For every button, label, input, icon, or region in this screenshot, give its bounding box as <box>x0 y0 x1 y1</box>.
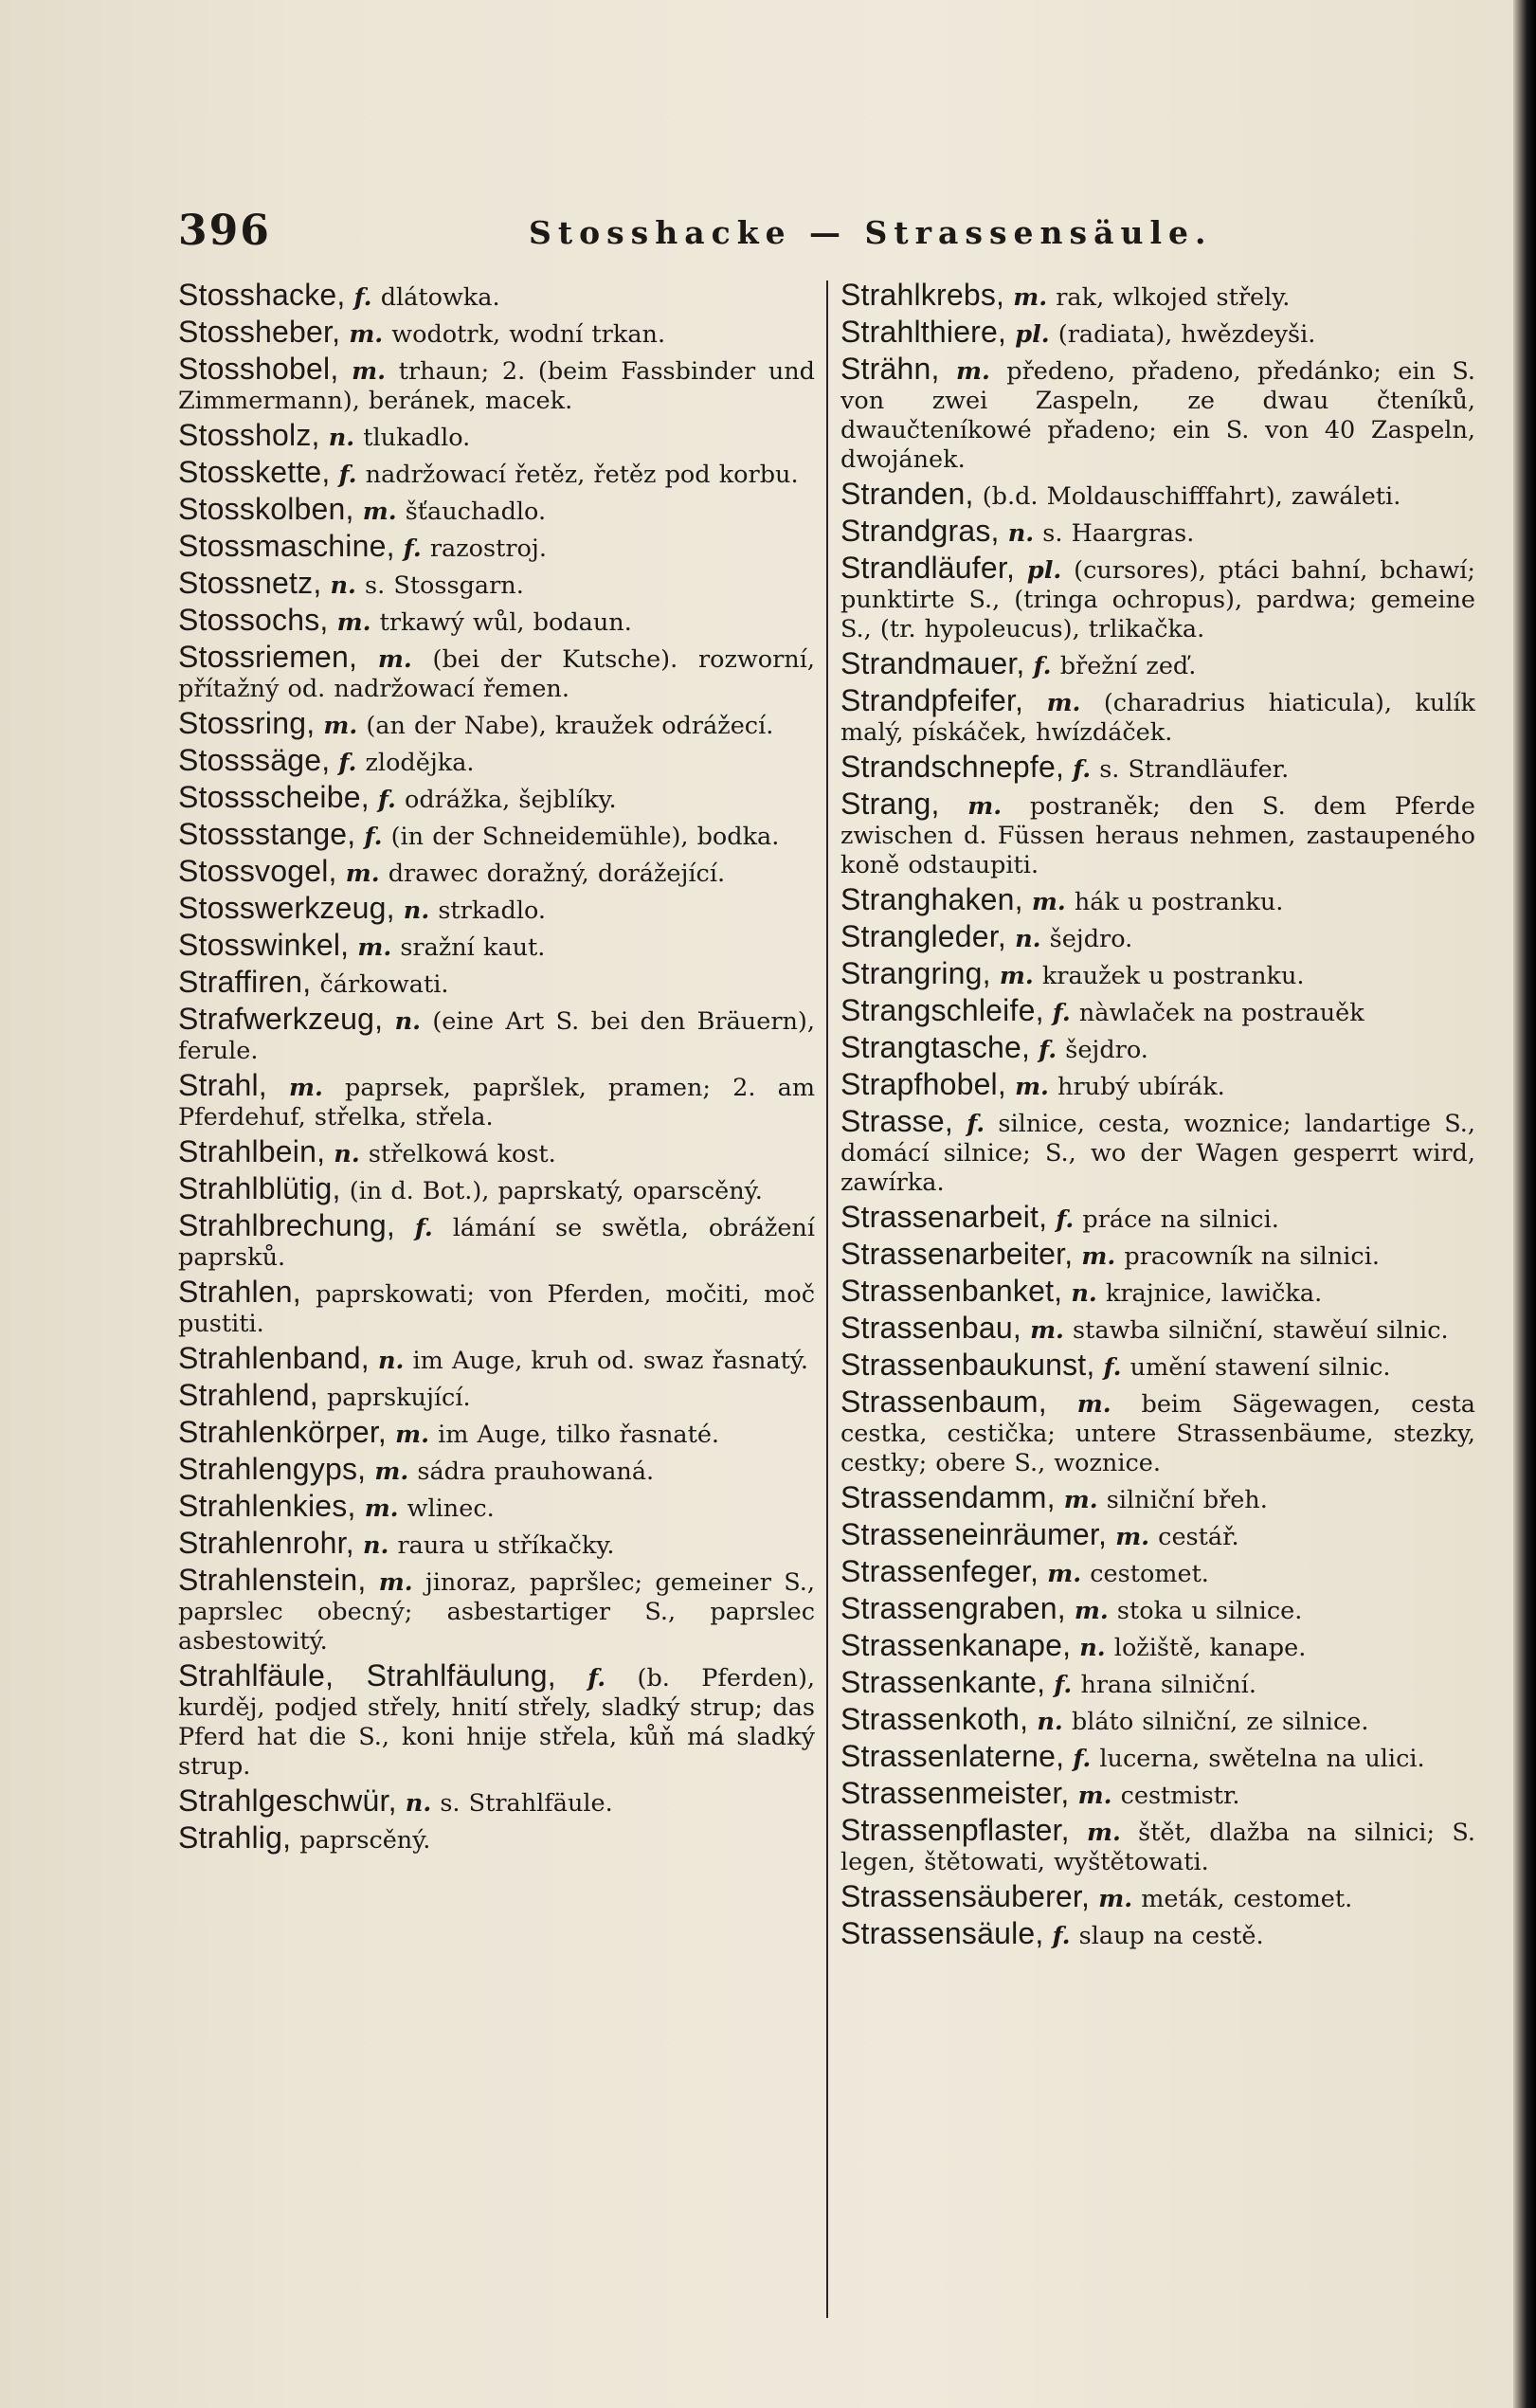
left-column <box>178 281 815 2365</box>
entry-definition: pracowník na silnici. <box>1124 1242 1380 1271</box>
dictionary-entry <box>178 891 815 926</box>
entry-headword: Strassenarbeit, <box>840 1200 1048 1234</box>
entry-headword: Strassenkanape, <box>840 1628 1072 1662</box>
entry-headword: Strang, <box>840 787 940 821</box>
entry-gender: n. <box>1007 519 1035 548</box>
entry-headword: Strandmauer, <box>840 646 1025 680</box>
entry-headword: Stossochs, <box>178 603 329 637</box>
entry-headword: Strahlig, <box>178 1820 292 1855</box>
entry-definition: jinoraz, papršlec; gemeiner S., paprslec obecný; asbestartiger S., paprslec asbestowitý. <box>178 1568 815 1656</box>
entry-headword: Strahlend, <box>178 1378 318 1412</box>
entry-gender: n. <box>405 1789 432 1818</box>
entry-definition: práce na silnici. <box>1082 1205 1279 1234</box>
entry-headword: Strassenkante, <box>840 1665 1046 1699</box>
entry-headword: Strassenarbeiter, <box>840 1237 1074 1271</box>
dictionary-entry <box>178 1378 815 1413</box>
entry-gender: f. <box>967 1110 985 1138</box>
entry-definition: umění stawení silnic. <box>1129 1353 1391 1382</box>
entry-definition: hrana silniční. <box>1080 1671 1256 1699</box>
dictionary-entry <box>840 1879 1475 1914</box>
entry-headword: Strassenmeister, <box>840 1776 1070 1810</box>
dictionary-entry <box>840 789 1475 880</box>
entry-headword: Stosswerkzeug, <box>178 891 395 925</box>
entry-gender: f. <box>1073 755 1092 784</box>
entry-definition: bláto silniční, ze silnice. <box>1071 1708 1369 1736</box>
dictionary-entry <box>178 780 815 815</box>
entry-definition: paprscěný. <box>299 1826 431 1855</box>
entry-gender: m. <box>323 712 358 740</box>
dictionary-entry <box>840 553 1475 644</box>
entry-headword: Stossring, <box>178 706 316 740</box>
entry-gender: f. <box>587 1664 606 1693</box>
entry-definition: nàwlaček na postrauěk <box>1078 999 1364 1027</box>
entry-definition: (an der Nabe), kraužek odrážecí. <box>366 712 774 740</box>
dictionary-entry <box>840 516 1475 549</box>
entry-headword: Strassensäule, <box>840 1916 1044 1950</box>
entry-headword: Strassendamm, <box>840 1480 1056 1514</box>
entry-headword: Strandgras, <box>840 514 1000 548</box>
entry-gender: f. <box>353 283 372 312</box>
entry-definition: sádra prauhowaná. <box>417 1457 655 1486</box>
entry-gender: m. <box>1087 1819 1121 1847</box>
entry-gender: pl. <box>1026 556 1062 585</box>
entry-gender: n. <box>1071 1279 1097 1308</box>
entry-headword: Straffiren, <box>178 965 312 999</box>
dictionary-entry <box>178 1208 815 1273</box>
dictionary-entry <box>178 1563 815 1657</box>
entry-definition: s. Stossgarn. <box>365 571 524 600</box>
entry-definition: razostroj. <box>429 534 547 563</box>
entry-gender: m. <box>1115 1523 1150 1551</box>
entry-definition: lámání se swětla, obrážení paprsků. <box>178 1214 815 1272</box>
dictionary-entry <box>178 317 815 350</box>
entry-headword: Strahlenstein, <box>178 1563 367 1597</box>
entry-headword: Strahlbrechung, <box>178 1208 395 1242</box>
entry-gender: n. <box>1037 1708 1063 1736</box>
entry-definition: s. Strandläufer. <box>1099 755 1290 784</box>
entry-definition: meták, cestomet. <box>1141 1885 1353 1913</box>
dictionary-entry <box>178 281 815 313</box>
entry-headword: Stranden, <box>840 477 974 511</box>
entry-definition: im Auge, tilko řasnaté. <box>438 1421 720 1449</box>
dictionary-entry <box>840 646 1475 681</box>
dictionary-entry <box>840 317 1475 350</box>
dictionary-entry <box>840 1387 1475 1478</box>
entry-headword: Strassenpflaster, <box>840 1813 1070 1847</box>
entry-gender: f. <box>364 823 383 851</box>
entry-gender: m. <box>289 1074 323 1102</box>
entry-gender: f. <box>1052 999 1071 1027</box>
entry-definition: postraněk; den S. dem Pferde zwischen d. Füssen heraus nehmen, zastaupeného koně odstaupiti. <box>840 792 1475 879</box>
entry-gender: f. <box>338 749 357 777</box>
entry-headword: Strähn, <box>840 352 940 386</box>
dictionary-entry <box>840 1104 1475 1198</box>
entry-definition: šejdro. <box>1065 1036 1148 1064</box>
entry-gender: m. <box>1077 1782 1112 1810</box>
dictionary-entry <box>178 354 815 416</box>
entry-headword: Strahlfäule, Strahlfäulung, <box>178 1658 556 1693</box>
entry-gender: m. <box>352 357 386 386</box>
dictionary-entry <box>178 603 815 638</box>
entry-gender: n. <box>334 1140 360 1168</box>
entry-gender: n. <box>377 1347 405 1375</box>
entry-headword: Strandpfeifer, <box>840 683 1024 717</box>
entry-definition: cestomet. <box>1090 1560 1209 1588</box>
entry-headword: Strahlenband, <box>178 1341 370 1375</box>
dictionary-entry <box>178 1526 815 1561</box>
entry-headword: Stossstange, <box>178 817 356 851</box>
entry-gender: pl. <box>1015 320 1050 349</box>
dictionary-entry <box>840 1739 1475 1774</box>
entry-gender: f. <box>377 786 396 814</box>
entry-headword: Stosskette, <box>178 455 331 489</box>
dictionary-entry <box>178 492 815 527</box>
entry-gender: f. <box>338 461 357 489</box>
entry-definition: paprskowati; von Pferden, močiti, moč pustiti. <box>178 1280 815 1338</box>
entry-gender: m. <box>395 1421 429 1449</box>
entry-gender: m. <box>1074 1597 1109 1625</box>
entry-headword: Strahlgeschwür, <box>178 1783 397 1818</box>
entry-headword: Strahlengyps, <box>178 1452 367 1486</box>
entry-definition: silnice, cesta, woznice; landartige S., domácí silnice; S., wo der Wagen gesperrt wird, zawírka. <box>840 1110 1475 1197</box>
entry-headword: Strassensäuberer, <box>840 1879 1091 1913</box>
entry-headword: Strandschnepfe, <box>840 750 1065 784</box>
entry-gender: n. <box>362 1531 389 1560</box>
entry-gender: m. <box>378 1568 413 1597</box>
entry-gender: m. <box>377 645 412 674</box>
entry-gender: m. <box>345 860 380 888</box>
dictionary-entry <box>178 817 815 852</box>
entry-headword: Stossmaschine, <box>178 529 395 563</box>
column-divider <box>826 281 828 2318</box>
dictionary-entry <box>178 529 815 564</box>
entry-definition: předeno, přadeno, předánko; ein S. von zwei Zaspeln, ze dwau čteníků, dwaučteníkowé přadeno; ein S. von 40 Zaspeln, dwojánek. <box>840 357 1475 474</box>
entry-definition: šťauchadlo. <box>405 498 547 526</box>
dictionary-entry <box>840 1350 1475 1383</box>
entry-headword: Strahlen, <box>178 1275 301 1309</box>
entry-gender: f. <box>1039 1036 1057 1064</box>
dictionary-entry <box>840 993 1475 1028</box>
entry-headword: Strassenfeger, <box>840 1554 1039 1588</box>
dictionary-entry <box>840 1665 1475 1700</box>
entry-definition: s. Strahlfäule. <box>440 1789 613 1818</box>
entry-gender: m. <box>357 933 392 962</box>
dictionary-entry <box>840 477 1475 512</box>
dictionary-entry <box>178 1068 815 1132</box>
entry-gender: m. <box>1076 1390 1111 1419</box>
entry-definition: silniční břeh. <box>1106 1486 1268 1514</box>
dictionary-entry <box>178 706 815 741</box>
entry-headword: Strassenkoth, <box>840 1702 1029 1736</box>
entry-definition: paprskující. <box>326 1384 471 1412</box>
entry-gender: m. <box>1063 1486 1098 1514</box>
dictionary-entry <box>178 743 815 778</box>
entry-gender: m. <box>1046 689 1081 717</box>
entry-gender: m. <box>364 1494 399 1523</box>
entry-definition: kraužek u postranku. <box>1041 962 1305 990</box>
entry-headword: Strassenlaterne, <box>840 1739 1065 1773</box>
dictionary-entry <box>840 1313 1475 1346</box>
entry-definition: s. Haargras. <box>1042 519 1195 548</box>
dictionary-entry <box>840 1554 1475 1589</box>
entry-definition: (cursores), ptáci bahní, bchawí; punktirte S., (tringa ochropus), pardwa; gemeine S., (tr. hypoleucus), trlikačka. <box>840 556 1475 643</box>
dictionary-entry <box>178 1134 815 1169</box>
entry-definition: tlukadlo. <box>363 424 471 452</box>
entry-definition: (b. Pferden), kurděj, podjed střely, hnití střely, sladký strup; das Pferd hat die S., koni hnije střela, kůň má sladký strup. <box>178 1664 815 1781</box>
entry-gender: n. <box>394 1007 421 1036</box>
dictionary-entry <box>178 1489 815 1524</box>
entry-headword: Strahl, <box>178 1068 267 1102</box>
entry-definition: střelkowá kost. <box>368 1140 556 1168</box>
entry-headword: Stosssäge, <box>178 743 331 777</box>
entry-headword: Stosswinkel, <box>178 928 350 962</box>
dictionary-entry <box>840 1237 1475 1272</box>
entry-gender: m. <box>1015 1073 1049 1101</box>
dictionary-entry <box>840 1628 1475 1663</box>
entry-gender: m. <box>336 608 371 637</box>
dictionary-entry <box>178 1341 815 1376</box>
dictionary-entry <box>840 1276 1475 1309</box>
entry-definition: strkadlo. <box>438 896 546 925</box>
entry-definition: šejdro. <box>1049 925 1133 953</box>
entry-gender: m. <box>1047 1560 1082 1588</box>
entry-headword: Strahlblütig, <box>178 1171 341 1205</box>
entry-gender: f. <box>1103 1353 1122 1382</box>
dictionary-entry <box>840 1480 1475 1515</box>
dictionary-entry <box>840 1776 1475 1811</box>
entry-gender: n. <box>328 424 355 452</box>
entry-definition: cestmistr. <box>1120 1782 1240 1810</box>
entry-definition: raura u stříkačky. <box>397 1531 615 1560</box>
entry-gender: n. <box>1015 925 1041 953</box>
dictionary-entry <box>840 752 1475 785</box>
book-spine-edge <box>1513 0 1536 2408</box>
entry-headword: Stossnetz, <box>178 566 322 600</box>
entry-gender: n. <box>403 896 430 925</box>
entry-gender: m. <box>1098 1885 1133 1913</box>
entry-definition: hrubý ubírák. <box>1057 1073 1225 1101</box>
entry-definition: (in der Schneidemühle), bodka. <box>390 823 780 851</box>
dictionary-entry <box>840 956 1475 991</box>
dictionary-entry <box>178 1658 815 1782</box>
entry-headword: Strassenbaum, <box>840 1385 1047 1419</box>
entry-definition: lucerna, swětelna na ulici. <box>1099 1745 1425 1773</box>
entry-gender: m. <box>1031 888 1066 916</box>
entry-definition: paprsek, papršlek, pramen; 2. am Pferdehuf, střelka, střela. <box>178 1074 815 1132</box>
entry-definition: (in d. Bot.), paprskatý, oparscěný. <box>349 1177 763 1205</box>
dictionary-entry <box>840 683 1475 748</box>
entry-definition: nadržowací řetěz, řetěz pod korbu. <box>365 461 799 489</box>
entry-gender: n. <box>1079 1634 1106 1662</box>
dictionary-entry <box>178 854 815 889</box>
dictionary-entry <box>178 1820 815 1856</box>
dictionary-entry <box>178 455 815 490</box>
entry-headword: Stosskolben, <box>178 492 354 526</box>
entry-definition: beim Sägewagen, cesta cestka, cestička; untere Strassenbäume, stezky, cestky; obere S., woznice. <box>840 1390 1475 1477</box>
entry-headword: Strasseneinräumer, <box>840 1517 1108 1551</box>
entry-definition: zlodějka. <box>365 749 475 777</box>
entry-gender: f. <box>1056 1205 1075 1234</box>
entry-headword: Stossriemen, <box>178 640 358 674</box>
entry-gender: m. <box>1030 1316 1064 1345</box>
entry-definition: (radiata), hwězdeyši. <box>1057 320 1316 349</box>
entry-headword: Strahlkrebs, <box>840 281 1005 312</box>
entry-headword: Strahlenrohr, <box>178 1526 354 1560</box>
entry-definition: (charadrius hiaticula), kulík malý, pískáček, hwízdáček. <box>840 689 1475 747</box>
dictionary-entry <box>178 1002 815 1066</box>
dictionary-entry <box>840 1030 1475 1065</box>
dictionary-entry <box>840 1517 1475 1552</box>
entry-headword: Stossholz, <box>178 418 320 452</box>
entry-headword: Strassenbanket, <box>840 1274 1063 1308</box>
entry-headword: Strahlenkörper, <box>178 1415 388 1449</box>
dictionary-entry <box>178 1171 815 1206</box>
entry-gender: m. <box>955 357 990 386</box>
entry-headword: Strangschleife, <box>840 993 1044 1027</box>
entry-gender: m. <box>1081 1242 1116 1271</box>
entry-headword: Stossscheibe, <box>178 780 370 814</box>
dictionary-entry <box>178 1277 815 1339</box>
entry-headword: Stosshobel, <box>178 352 339 386</box>
entry-gender: m. <box>362 498 397 526</box>
entry-definition: (eine Art S. bei den Bräuern), ferule. <box>178 1007 815 1065</box>
dictionary-entry <box>840 1200 1475 1235</box>
entry-headword: Strahlthiere, <box>840 315 1007 349</box>
entry-headword: Strapfhobel, <box>840 1067 1006 1101</box>
right-column <box>840 281 1475 2365</box>
entry-definition: drawec doražný, dorážející. <box>388 860 726 888</box>
entry-definition: stoka u silnice. <box>1116 1597 1303 1625</box>
entry-headword: Stossheber, <box>178 315 341 349</box>
entry-gender: f. <box>1052 1922 1071 1950</box>
dictionary-entry <box>840 1813 1475 1877</box>
entry-headword: Stosshacke, <box>178 281 346 312</box>
entry-headword: Strangtasche, <box>840 1030 1031 1064</box>
entry-gender: f. <box>1073 1745 1092 1773</box>
entry-headword: Strasse, <box>840 1104 953 1138</box>
entry-definition: slaup na cestě. <box>1078 1922 1264 1950</box>
entry-gender: f. <box>1033 652 1052 680</box>
entry-headword: Stranghaken, <box>840 882 1023 916</box>
entry-definition: cestář. <box>1158 1523 1239 1551</box>
dictionary-entry <box>178 640 815 704</box>
entry-gender: m. <box>1013 283 1048 312</box>
dictionary-entry <box>840 1916 1475 1951</box>
entry-gender: m. <box>349 320 384 349</box>
entry-gender: m. <box>374 1457 409 1486</box>
dictionary-entry <box>840 882 1475 917</box>
dictionary-entry <box>840 919 1475 954</box>
dictionary-entry <box>178 418 815 453</box>
dictionary-entry <box>178 1415 815 1450</box>
page-header <box>178 207 1448 263</box>
entry-definition: dlátowka. <box>380 283 500 312</box>
entry-definition: odrážka, šejblíky. <box>405 786 617 814</box>
dictionary-entry <box>840 1591 1475 1626</box>
entry-headword: Strassenbaukunst, <box>840 1348 1095 1382</box>
entry-definition: trhaun; 2. (beim Fassbinder und Zimmermann), beránek, macek. <box>178 357 815 415</box>
entry-headword: Strassenbau, <box>840 1311 1021 1345</box>
entry-gender: f. <box>403 534 422 563</box>
dictionary-entry <box>178 1783 815 1819</box>
page-number: 396 <box>178 207 271 255</box>
entry-definition: čárkowati. <box>319 970 449 999</box>
dictionary-entry <box>840 1067 1475 1102</box>
entry-definition: rak, wlkojed střely. <box>1056 283 1291 312</box>
entry-definition: sražní kaut. <box>400 933 546 962</box>
entry-gender: n. <box>330 571 356 600</box>
entry-headword: Strahlenkies, <box>178 1489 356 1523</box>
entry-headword: Strandläufer, <box>840 551 1016 585</box>
entry-definition: štět, dlažba na silnici; S. legen, štětowati, wyštětowati. <box>840 1819 1475 1876</box>
entry-gender: f. <box>1054 1671 1073 1699</box>
entry-definition: im Auge, kruh od. swaz řasnatý. <box>412 1347 809 1375</box>
entry-definition: hák u postranku. <box>1074 888 1284 916</box>
entry-definition: (b.d. Moldauschifffahrt), zawáleti. <box>982 482 1401 511</box>
entry-headword: Strangleder, <box>840 919 1006 953</box>
dictionary-entry <box>840 281 1475 313</box>
entry-headword: Stossvogel, <box>178 854 337 888</box>
dictionary-entry <box>178 566 815 601</box>
entry-headword: Strangring, <box>840 956 991 990</box>
entry-definition: břežní zeď. <box>1059 652 1197 680</box>
entry-headword: Strafwerkzeug, <box>178 1002 384 1036</box>
dictionary-entry <box>178 928 815 963</box>
entry-headword: Strahlbein, <box>178 1134 326 1168</box>
entry-definition: stawba silniční, stawěuí silnic. <box>1073 1316 1449 1345</box>
dictionary-entry <box>840 1702 1475 1737</box>
entry-headword: Strassengraben, <box>840 1591 1066 1625</box>
running-head: Stosshacke — Strassensäule. <box>529 214 1213 251</box>
dictionary-entry <box>178 965 815 1000</box>
dictionary-entry <box>178 1452 815 1487</box>
entry-gender: f. <box>414 1214 433 1242</box>
entry-gender: m. <box>999 962 1034 990</box>
entry-definition: (bei der Kutsche). rozworní, přítažný od. nadržowací řemen. <box>178 645 815 703</box>
entry-definition: trkawý wůl, bodaun. <box>379 608 632 637</box>
dictionary-entry <box>840 354 1475 475</box>
entry-definition: wodotrk, wodní trkan. <box>391 320 666 349</box>
entry-definition: wlinec. <box>407 1494 495 1523</box>
entry-definition: ložiště, kanape. <box>1113 1634 1307 1662</box>
entry-gender: m. <box>967 792 1003 821</box>
entry-definition: krajnice, lawička. <box>1105 1279 1323 1308</box>
